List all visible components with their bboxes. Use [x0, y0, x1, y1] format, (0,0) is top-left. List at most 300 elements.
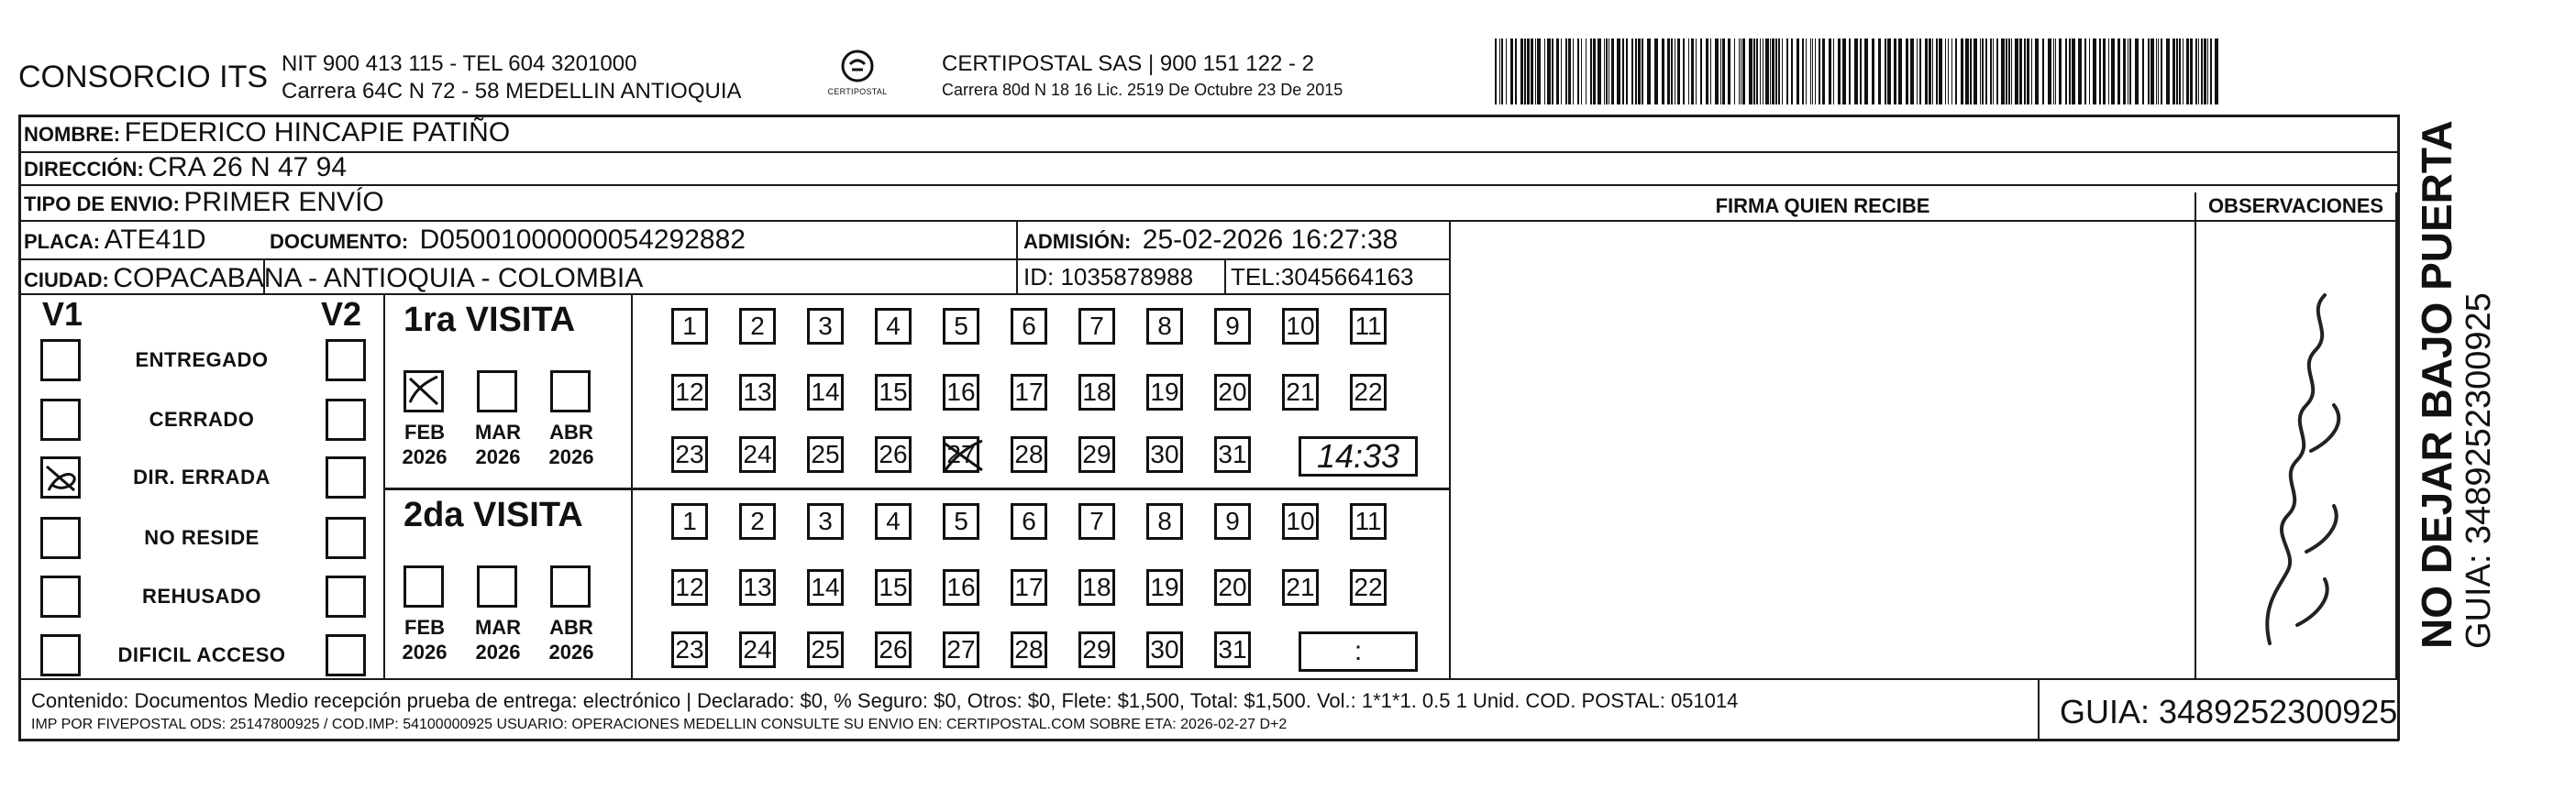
form-border-bottom: [18, 739, 2399, 741]
placa-value: ATE41D: [104, 225, 206, 255]
day-box[interactable]: [1146, 569, 1183, 606]
barcode-bar: [1829, 38, 1831, 104]
col-line: [2395, 192, 2397, 678]
barcode-bar: [2027, 38, 2029, 104]
barcode-bar: [1878, 38, 1881, 104]
barcode-bar: [1631, 38, 1633, 104]
barcode-bar: [1854, 38, 1858, 104]
barcode-bar: [2156, 38, 2157, 104]
barcode-bar: [1939, 38, 1942, 104]
status-v1-checkbox[interactable]: [40, 339, 81, 381]
day-box[interactable]: [1011, 631, 1047, 668]
barcode-bar: [1802, 38, 1804, 104]
day-number: 9: [1225, 507, 1240, 535]
barcode-bar: [2072, 38, 2075, 104]
barcode-bar: [1573, 38, 1574, 104]
side-text: [2414, 120, 2498, 649]
status-v1-checkbox[interactable]: [40, 399, 81, 441]
barcode-bar: [2129, 38, 2131, 104]
v1-header: V1: [42, 295, 83, 333]
day-box[interactable]: [1214, 631, 1251, 668]
barcode-bar: [1765, 38, 1769, 104]
tipo-label: TIPO DE ENVIO:: [24, 192, 180, 215]
barcode-bar: [1898, 38, 1902, 104]
company-line-2: Carrera 64C N 72 - 58 MEDELLIN ANTIOQUIA: [282, 79, 742, 104]
row-line: [18, 151, 2399, 153]
month-checkbox[interactable]: [477, 565, 517, 608]
barcode-bar: [1688, 38, 1689, 104]
day-box[interactable]: [1011, 374, 1047, 411]
barcode-bar: [1617, 38, 1620, 104]
day-box[interactable]: [807, 436, 844, 473]
documento-label: DOCUMENTO:: [270, 230, 409, 253]
barcode-bar: [2055, 38, 2056, 104]
status-v2-checkbox[interactable]: [326, 576, 366, 618]
barcode-bar: [2117, 38, 2120, 104]
barcode: [1493, 38, 2227, 104]
barcode-bar: [1993, 38, 1994, 104]
barcode-bar: [2042, 38, 2044, 104]
day-box[interactable]: [1282, 308, 1319, 345]
month-name: MAR: [474, 421, 522, 444]
day-number: 10: [1286, 507, 1315, 535]
nombre-value: FEDERICO HINCAPIE PATIÑO: [124, 117, 511, 148]
barcode-bar: [1948, 38, 1949, 104]
day-box[interactable]: [1078, 631, 1115, 668]
nombre-label: NOMBRE:: [24, 123, 121, 146]
barcode-bar: [1691, 38, 1694, 104]
barcode-bar: [1910, 38, 1914, 104]
barcode-bar: [1581, 38, 1582, 104]
barcode-bar: [1819, 38, 1820, 104]
day-number: 26: [879, 440, 908, 468]
month-label: [392, 420, 457, 469]
barcode-bar: [1499, 38, 1500, 104]
day-box[interactable]: [739, 569, 776, 606]
day-box[interactable]: [875, 308, 912, 345]
month-year: 2026: [475, 641, 521, 664]
barcode-bar: [1722, 38, 1725, 104]
barcode-bar: [2069, 38, 2071, 104]
barcode-bar: [2210, 38, 2212, 104]
day-box[interactable]: [1214, 503, 1251, 540]
visit-time-box[interactable]: [1299, 631, 1418, 672]
status-v2-checkbox[interactable]: [326, 339, 366, 381]
day-box[interactable]: [1350, 374, 1387, 411]
barcode-bar: [2093, 38, 2096, 104]
month-year: 2026: [548, 641, 594, 664]
barcode-bar: [2103, 38, 2106, 104]
barcode-bar: [1527, 38, 1530, 104]
day-box[interactable]: [1214, 308, 1251, 345]
status-label: ENTREGADO: [135, 348, 269, 371]
day-box[interactable]: [807, 503, 844, 540]
barcode-bar: [2179, 38, 2181, 104]
day-box[interactable]: [807, 569, 844, 606]
day-box[interactable]: [1011, 503, 1047, 540]
status-v1-checkbox[interactable]: [40, 517, 81, 559]
barcode-bar: [1961, 38, 1963, 104]
month-checkbox[interactable]: [404, 370, 444, 412]
barcode-bar: [2059, 38, 2062, 104]
barcode-bar: [1833, 38, 1834, 104]
barcode-bar: [1537, 38, 1541, 104]
nombre-row: [24, 117, 510, 148]
barcode-bar: [2078, 38, 2082, 104]
day-number: 30: [1150, 635, 1179, 664]
day-number: 5: [954, 507, 968, 535]
barcode-bar: [1753, 38, 1755, 104]
barcode-bar: [1936, 38, 1938, 104]
day-box[interactable]: [875, 631, 912, 668]
barcode-bar: [1700, 38, 1702, 104]
day-number: 29: [1082, 635, 1111, 664]
day-box[interactable]: [1282, 503, 1319, 540]
ciudad-value: COPACABANA - ANTIOQUIA - COLOMBIA: [113, 263, 644, 293]
day-number: 13: [743, 378, 772, 406]
day-number: 14: [811, 378, 840, 406]
barcode-bar: [1642, 38, 1643, 104]
barcode-bar: [1996, 38, 1998, 104]
barcode-bar: [1662, 38, 1664, 104]
barcode-bar: [1561, 38, 1562, 104]
barcode-bar: [1812, 38, 1813, 104]
day-box[interactable]: [875, 503, 912, 540]
status-v1-checkbox[interactable]: [40, 634, 81, 676]
row-line: [18, 678, 2399, 680]
col-line: [1016, 222, 1018, 293]
day-number: 10: [1286, 312, 1315, 340]
day-number: 20: [1218, 378, 1247, 406]
month-label: [466, 420, 530, 469]
month-label: [466, 615, 530, 664]
barcode-bar: [1932, 38, 1933, 104]
day-number: 13: [743, 573, 772, 601]
status-v1-checkbox[interactable]: [40, 456, 81, 499]
row-line: [18, 184, 2399, 186]
barcode-bar: [2195, 38, 2197, 104]
day-box[interactable]: [671, 631, 708, 668]
direccion-value: CRA 26 N 47 94: [148, 152, 348, 182]
barcode-bar: [1980, 38, 1981, 104]
barcode-bar: [1782, 38, 1783, 104]
barcode-bar: [1849, 38, 1851, 104]
visit-time: :: [1354, 636, 1363, 666]
barcode-bar: [1756, 38, 1758, 104]
admision-value: 25-02-2026 16:27:38: [1142, 225, 1399, 255]
day-box[interactable]: [1078, 569, 1115, 606]
day-number: 12: [675, 573, 704, 601]
barcode-bar: [1598, 38, 1601, 104]
day-number: 21: [1286, 573, 1315, 601]
day-box[interactable]: [943, 374, 979, 411]
barcode-bar: [1544, 38, 1545, 104]
footer-imp: IMP POR FIVEPOSTAL ODS: 25147800925 / COD.IMP: 54100000925 USUARIO: OPERACIONES MEDELLIN CONSULTE SU ENVIO EN: CERTIPOSTAL.COM SOBRE ETA: 2026-02-27 D+2: [31, 717, 1288, 732]
day-box[interactable]: [1350, 308, 1387, 345]
barcode-bar: [1593, 38, 1596, 104]
day-box[interactable]: [671, 308, 708, 345]
day-box[interactable]: [1214, 569, 1251, 606]
barcode-bar: [2084, 38, 2086, 104]
barcode-bar: [2135, 38, 2139, 104]
day-box[interactable]: [1350, 569, 1387, 606]
day-box[interactable]: [671, 569, 708, 606]
barcode-bar: [2166, 38, 2170, 104]
day-number: 28: [1014, 635, 1044, 664]
barcode-bar: [1775, 38, 1777, 104]
day-number: 1: [682, 312, 697, 340]
documento-value: D05001000000054292882: [419, 225, 746, 255]
side-warning: NO DEJAR BAJO PUERTA: [2413, 120, 2460, 649]
courier-logo-text: CERTIPOSTAL: [827, 87, 888, 96]
barcode-bar: [1515, 38, 1517, 104]
day-box[interactable]: [1146, 436, 1183, 473]
status-v1-checkbox[interactable]: [40, 576, 81, 618]
barcode-bar: [1860, 38, 1862, 104]
barcode-bar: [1955, 38, 1957, 104]
barcode-bar: [1786, 38, 1788, 104]
day-box[interactable]: [1078, 436, 1115, 473]
day-box[interactable]: [1078, 503, 1115, 540]
day-box[interactable]: [739, 308, 776, 345]
barcode-bar: [2053, 38, 2054, 104]
barcode-bar: [1611, 38, 1614, 104]
day-box[interactable]: [1011, 436, 1047, 473]
barcode-bar: [1524, 38, 1526, 104]
day-box[interactable]: [1282, 374, 1319, 411]
barcode-bar: [2204, 38, 2206, 104]
day-number: 19: [1150, 378, 1179, 406]
footer-contenido: Contenido: Documentos Medio recepción prueba de entrega: electrónico | Declarado: $0, % Seguro: $0, Otros: $0, Flete: $1,500, Total: $1,500. Vol.: 1*1*1. 0.5 1 Unid. COD. POSTAL: 051014: [31, 689, 1739, 712]
barcode-bar: [2108, 38, 2109, 104]
direccion-label: DIRECCIÓN:: [24, 158, 144, 181]
barcode-bar: [1667, 38, 1670, 104]
barcode-bar: [1654, 38, 1658, 104]
courier-seal-icon: [839, 48, 876, 84]
day-box[interactable]: [875, 569, 912, 606]
month-name: MAR: [474, 616, 522, 639]
day-number: 12: [675, 378, 704, 406]
barcode-bar: [1791, 38, 1793, 104]
status-label: DIR. ERRADA: [133, 466, 271, 488]
placa-label: PLACA:: [24, 230, 101, 253]
form-border-right: [2397, 115, 2400, 741]
col-line: [1224, 260, 1226, 293]
month-checkbox[interactable]: [404, 565, 444, 608]
barcode-bar: [1925, 38, 1928, 104]
day-number: 14: [811, 573, 840, 601]
handwritten-mark-icon: [942, 435, 986, 482]
day-box[interactable]: [671, 374, 708, 411]
day-box[interactable]: [943, 308, 979, 345]
day-box[interactable]: [739, 631, 776, 668]
month-label: [392, 615, 457, 664]
day-box[interactable]: [739, 503, 776, 540]
barcode-bar: [1951, 38, 1952, 104]
status-v2-checkbox[interactable]: [326, 634, 366, 676]
barcode-bar: [1622, 38, 1624, 104]
day-number: 17: [1014, 573, 1044, 601]
day-box[interactable]: [1011, 569, 1047, 606]
barcode-bar: [1894, 38, 1896, 104]
day-box[interactable]: [1350, 503, 1387, 540]
day-box[interactable]: [943, 631, 979, 668]
barcode-bar: [2099, 38, 2101, 104]
day-box[interactable]: [1078, 308, 1115, 345]
day-box[interactable]: [1011, 308, 1047, 345]
barcode-bar: [1547, 38, 1551, 104]
day-number: 2: [750, 507, 765, 535]
day-box[interactable]: [807, 631, 844, 668]
day-number: 15: [879, 573, 908, 601]
barcode-bar: [1728, 38, 1730, 104]
day-box[interactable]: [943, 436, 979, 473]
month-checkbox[interactable]: [477, 370, 517, 412]
day-box[interactable]: [943, 503, 979, 540]
id-value: ID: 1035878988: [1023, 263, 1194, 291]
day-box[interactable]: [739, 436, 776, 473]
handwritten-signature: [2196, 222, 2395, 678]
footer-guia: GUIA: 3489252300925: [2060, 693, 2398, 730]
barcode-bar: [2201, 38, 2203, 104]
firma-label: FIRMA QUIEN RECIBE: [1715, 194, 1930, 217]
day-number: 23: [675, 440, 704, 468]
day-number: 29: [1082, 440, 1111, 468]
day-box[interactable]: [1282, 569, 1319, 606]
row-line: [18, 258, 1449, 260]
status-v2-checkbox[interactable]: [326, 399, 366, 441]
barcode-bar: [2176, 38, 2178, 104]
handwritten-check-icon: [406, 373, 441, 410]
barcode-bar: [2111, 38, 2115, 104]
barcode-bar: [1945, 38, 1946, 104]
status-label: REHUSADO: [142, 585, 261, 608]
day-box[interactable]: [943, 569, 979, 606]
day-box[interactable]: [1146, 631, 1183, 668]
day-number: 18: [1082, 378, 1111, 406]
barcode-bar: [2035, 38, 2039, 104]
ciudad-label: CIUDAD:: [24, 269, 109, 291]
barcode-bar: [1885, 38, 1886, 104]
barcode-bar: [1749, 38, 1752, 104]
day-number: 23: [675, 635, 704, 664]
day-number: 22: [1354, 378, 1383, 406]
month-checkbox[interactable]: [550, 370, 591, 412]
day-box[interactable]: [807, 374, 844, 411]
status-label: NO RESIDE: [144, 526, 260, 549]
barcode-bar: [1495, 38, 1497, 104]
barcode-bar: [1815, 38, 1816, 104]
day-number: 26: [879, 635, 908, 664]
barcode-bar: [1919, 38, 1921, 104]
day-number: 9: [1225, 312, 1240, 340]
barcode-bar: [1531, 38, 1533, 104]
courier-line-2: Carrera 80d N 18 16 Lic. 2519 De Octubre 23 De 2015: [942, 81, 1343, 99]
col-line: [2038, 678, 2040, 741]
barcode-graphic: [1493, 38, 2227, 104]
barcode-bar: [2190, 38, 2193, 104]
barcode-bar: [1760, 38, 1761, 104]
company-name: CONSORCIO ITS: [18, 60, 269, 94]
day-number: 6: [1022, 507, 1036, 535]
month-year: 2026: [475, 445, 521, 468]
barcode-bar: [1797, 38, 1799, 104]
barcode-bar: [1734, 38, 1735, 104]
barcode-bar: [2183, 38, 2184, 104]
observaciones-area[interactable]: [2196, 222, 2395, 678]
barcode-bar: [2015, 38, 2018, 104]
day-box[interactable]: [1078, 374, 1115, 411]
ciudad-row: [24, 263, 643, 294]
status-label: DIFICIL ACCESO: [117, 643, 286, 666]
month-checkbox[interactable]: [550, 565, 591, 608]
barcode-bar: [1638, 38, 1641, 104]
day-box[interactable]: [671, 436, 708, 473]
barcode-bar: [1677, 38, 1680, 104]
barcode-bar: [1973, 38, 1977, 104]
barcode-bar: [2048, 38, 2051, 104]
status-v2-checkbox[interactable]: [326, 517, 366, 559]
barcode-bar: [2031, 38, 2032, 104]
barcode-bar: [1929, 38, 1931, 104]
month-year: 2026: [402, 445, 448, 468]
day-box[interactable]: [1214, 436, 1251, 473]
barcode-bar: [1806, 38, 1807, 104]
barcode-bar: [1872, 38, 1874, 104]
day-number: 11: [1354, 312, 1382, 340]
day-number: 27: [946, 635, 976, 664]
day-box[interactable]: [671, 503, 708, 540]
barcode-bar: [1501, 38, 1503, 104]
day-number: 31: [1218, 440, 1247, 468]
month-name: ABR: [549, 421, 593, 444]
observaciones-label: OBSERVACIONES: [2207, 194, 2384, 217]
barcode-bar: [2207, 38, 2208, 104]
barcode-bar: [1742, 38, 1745, 104]
visit-time-box[interactable]: [1299, 436, 1418, 477]
direccion-row: [24, 152, 347, 183]
day-box[interactable]: [1214, 374, 1251, 411]
day-number: 1: [682, 507, 697, 535]
barcode-bar: [2148, 38, 2150, 104]
visit-title: 1ra VISITA: [404, 301, 576, 339]
day-box[interactable]: [739, 374, 776, 411]
barcode-bar: [1710, 38, 1711, 104]
barcode-bar: [1696, 38, 1697, 104]
barcode-bar: [1982, 38, 1984, 104]
day-box[interactable]: [875, 436, 912, 473]
day-box[interactable]: [875, 374, 912, 411]
day-box[interactable]: [807, 308, 844, 345]
barcode-bar: [1770, 38, 1771, 104]
form-border-left: [18, 115, 21, 741]
col-line: [631, 293, 633, 678]
month-label: [539, 615, 603, 664]
day-box[interactable]: [1146, 374, 1183, 411]
barcode-bar: [1715, 38, 1719, 104]
barcode-bar: [2011, 38, 2012, 104]
barcode-bar: [1683, 38, 1685, 104]
barcode-bar: [1568, 38, 1571, 104]
col-line: [383, 293, 385, 678]
barcode-bar: [2065, 38, 2067, 104]
barcode-bar: [1838, 38, 1841, 104]
status-v2-checkbox[interactable]: [326, 456, 366, 499]
day-box[interactable]: [1146, 308, 1183, 345]
signature-area[interactable]: [1451, 222, 2195, 678]
day-box[interactable]: [1146, 503, 1183, 540]
barcode-bar: [1510, 38, 1513, 104]
